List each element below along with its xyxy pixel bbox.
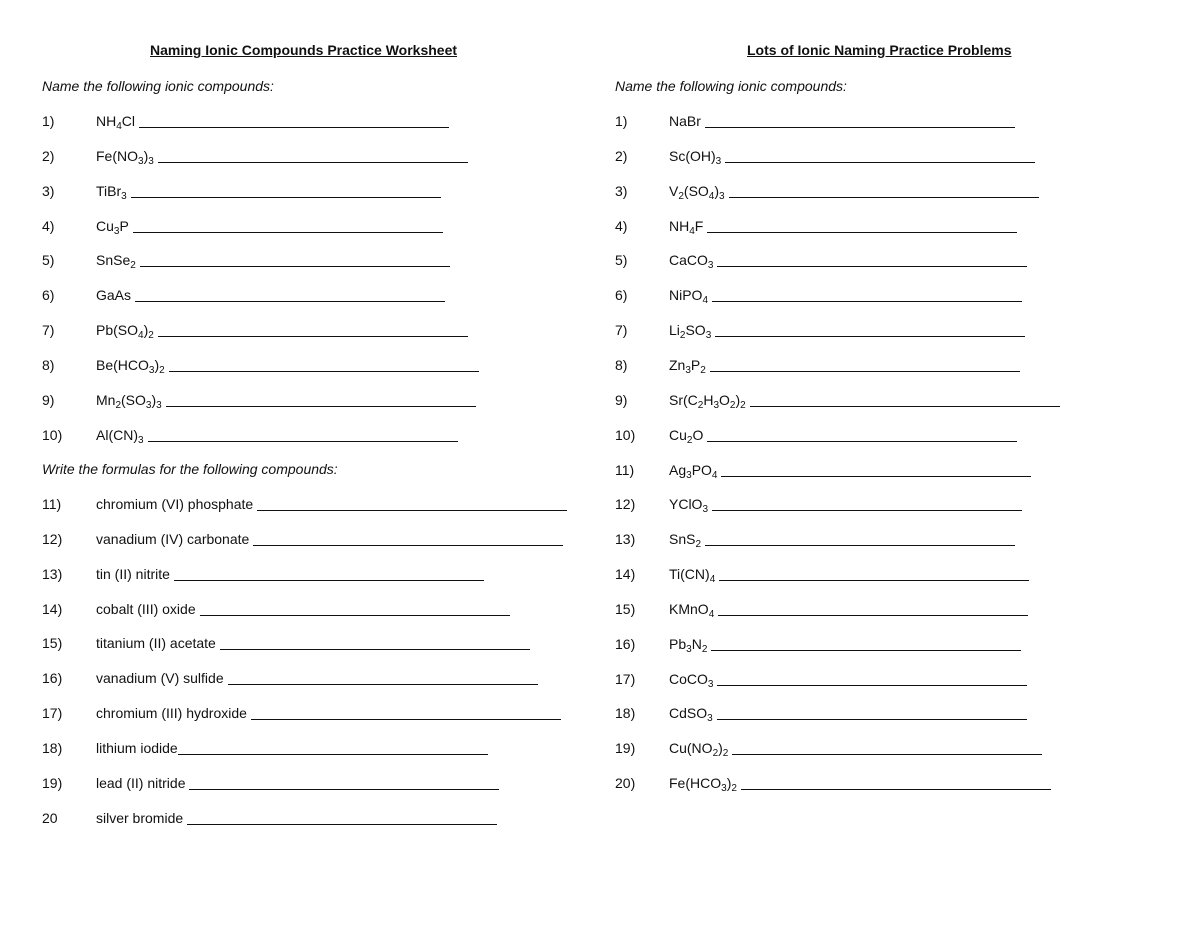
item-number: 15) [42, 635, 63, 652]
answer-blank[interactable] [707, 232, 1017, 233]
item-number: 13) [615, 531, 636, 548]
item-number: 16) [42, 670, 63, 687]
answer-blank[interactable] [139, 127, 449, 128]
list-item [615, 775, 1175, 795]
right-instruction-name: Name the following ionic compounds: [615, 78, 847, 94]
compound-name: lead (II) nitride [96, 774, 186, 791]
list-item [42, 705, 602, 725]
list-item [615, 462, 1175, 482]
compound-name: lithium iodide [96, 739, 178, 756]
item-number: 8) [615, 356, 628, 373]
answer-blank[interactable] [169, 371, 479, 372]
answer-blank[interactable] [257, 510, 567, 511]
item-number: 10) [615, 426, 636, 443]
compound-name: tin (II) nitrite [96, 565, 170, 582]
item-number: 2) [42, 147, 55, 164]
compound-formula: $Pb(SO_4)_2$ [96, 322, 154, 342]
answer-blank[interactable] [712, 510, 1022, 511]
item-number: 11) [42, 496, 62, 512]
list-item [615, 218, 1175, 238]
compound-formula: NiPO$_4$ [669, 287, 709, 307]
item-number: 14) [42, 600, 63, 617]
answer-blank[interactable] [707, 441, 1017, 442]
list-item [615, 740, 1175, 760]
list-item [42, 218, 602, 238]
answer-blank[interactable] [166, 406, 476, 407]
list-item [615, 252, 1175, 272]
compound-formula: $Mn_2(SO_3)_3$ [96, 391, 162, 411]
compound-formula: $Cu(NO_2)_2$ [669, 740, 729, 760]
answer-blank[interactable] [187, 824, 497, 825]
compound-formula: YClO$_3$ [669, 496, 709, 516]
compound-formula: $NH_4F$ [669, 217, 704, 237]
answer-blank[interactable] [732, 754, 1042, 755]
item-number: 11) [615, 461, 635, 478]
list-item [615, 566, 1175, 586]
list-item [615, 671, 1175, 691]
right-worksheet-title: Lots of Ionic Naming Practice Problems [747, 42, 1012, 58]
answer-blank[interactable] [718, 615, 1028, 616]
answer-blank[interactable] [140, 266, 450, 267]
list-item [42, 670, 602, 690]
compound-formula: CdSO$_3$ [669, 705, 713, 725]
compound-name: chromium (VI) phosphate [96, 496, 254, 512]
answer-blank[interactable] [729, 197, 1039, 198]
list-item [42, 427, 602, 447]
item-number: 3) [42, 182, 55, 199]
list-item [615, 496, 1175, 516]
item-number: 17) [615, 670, 636, 687]
list-item [42, 740, 602, 760]
answer-blank[interactable] [251, 719, 561, 720]
item-number: 18) [615, 705, 636, 722]
item-number: 14) [615, 566, 636, 583]
compound-formula: CoCO$_3$ [669, 670, 714, 690]
list-item [42, 531, 602, 551]
item-number: 1) [615, 113, 628, 129]
compound-formula: $Li_2SO_3$ [669, 322, 712, 342]
list-item [42, 148, 602, 168]
compound-name: vanadium (IV) carbonate [96, 530, 250, 547]
compound-formula: $Ag_3PO_4$ [669, 461, 718, 481]
answer-blank[interactable] [189, 789, 499, 790]
compound-formula: NaBr [669, 113, 701, 129]
item-number: 4) [42, 217, 55, 234]
answer-blank[interactable] [705, 127, 1015, 128]
list-item [615, 531, 1175, 551]
list-item [615, 148, 1175, 168]
answer-blank[interactable] [719, 580, 1029, 581]
left-instruction-formula: Write the formulas for the following compounds: [42, 461, 338, 477]
compound-formula: TiBr$_3$ [96, 182, 127, 202]
compound-formula: $Fe(HCO_3)_2$ [669, 775, 737, 795]
answer-blank[interactable] [712, 301, 1022, 302]
answer-blank[interactable] [148, 441, 458, 442]
answer-blank[interactable] [717, 685, 1027, 686]
item-number: 9) [42, 391, 55, 408]
left-instruction-name: Name the following ionic compounds: [42, 78, 274, 94]
item-number: 20 [42, 809, 58, 826]
item-number: 5) [615, 252, 628, 269]
item-number: 13) [42, 565, 63, 582]
compound-formula: $V_2(SO_4)_3$ [669, 182, 725, 202]
answer-blank[interactable] [725, 162, 1035, 163]
compound-formula: $Sr(C_2H_3O_2)_2$ [669, 391, 746, 411]
compound-formula: $Zn_3P_2$ [669, 356, 706, 376]
answer-blank[interactable] [174, 580, 484, 581]
item-number: 20) [615, 775, 636, 792]
compound-formula: KMnO$_4$ [669, 600, 715, 620]
compound-formula: SnSe$_2$ [96, 252, 136, 272]
compound-formula: $Pb_3N_2$ [669, 635, 708, 655]
answer-blank[interactable] [750, 406, 1060, 407]
compound-name: vanadium (V) sulfide [96, 670, 224, 687]
answer-blank[interactable] [711, 650, 1021, 651]
answer-blank[interactable] [717, 719, 1027, 720]
compound-name: cobalt (III) oxide [96, 600, 196, 617]
item-number: 17) [42, 705, 63, 722]
compound-formula: $NH_4Cl$ [96, 113, 136, 132]
answer-blank[interactable] [158, 162, 468, 163]
list-item [42, 183, 602, 203]
answer-blank[interactable] [131, 197, 441, 198]
list-item [42, 287, 602, 307]
list-item [615, 601, 1175, 621]
compound-formula: $Be(HCO_3)_2$ [96, 356, 165, 376]
list-item [42, 635, 602, 655]
compound-name: silver bromide [96, 809, 184, 826]
item-number: 7) [615, 322, 628, 339]
answer-blank[interactable] [710, 371, 1020, 372]
answer-blank[interactable] [200, 615, 510, 616]
list-item [42, 357, 602, 377]
item-number: 19) [615, 740, 636, 757]
item-number: 16) [615, 635, 636, 652]
list-item [42, 252, 602, 272]
item-number: 3) [615, 182, 628, 199]
answer-blank[interactable] [178, 754, 488, 755]
list-item [615, 636, 1175, 656]
compound-formula: SnS$_2$ [669, 531, 702, 551]
item-number: 19) [42, 774, 63, 791]
list-item [615, 392, 1175, 412]
item-number: 7) [42, 322, 55, 339]
item-number: 5) [42, 252, 55, 269]
item-number: 12) [42, 530, 63, 547]
answer-blank[interactable] [741, 789, 1051, 790]
list-item [615, 287, 1175, 307]
compound-formula: $Cu_2O$ [669, 426, 704, 446]
item-number: 8) [42, 356, 55, 373]
compound-formula: $Sc(OH)_3$ [669, 147, 722, 167]
list-item [42, 775, 602, 795]
left-worksheet-title: Naming Ionic Compounds Practice Worksheet [150, 42, 458, 58]
item-number: 12) [615, 496, 636, 513]
answer-blank[interactable] [717, 266, 1027, 267]
list-item [615, 427, 1175, 447]
answer-blank[interactable] [705, 545, 1015, 546]
answer-blank[interactable] [253, 545, 563, 546]
compound-name: chromium (III) hydroxide [96, 705, 247, 722]
compound-formula: $Cu_3P$ [96, 217, 129, 237]
answer-blank[interactable] [228, 684, 538, 685]
list-item [42, 810, 602, 830]
compound-formula: $Fe(NO_3)_3$ [96, 147, 154, 167]
answer-blank[interactable] [721, 476, 1031, 477]
compound-formula: $Ti(CN)_4$ [669, 566, 716, 586]
item-number: 18) [42, 739, 63, 756]
answer-blank[interactable] [133, 232, 443, 233]
answer-blank[interactable] [220, 649, 530, 650]
list-item [615, 322, 1175, 342]
answer-blank[interactable] [158, 336, 468, 337]
item-number: 2) [615, 147, 628, 164]
list-item [42, 322, 602, 342]
item-number: 4) [615, 217, 628, 234]
answer-blank[interactable] [715, 336, 1025, 337]
item-number: 6) [615, 287, 628, 304]
list-item [42, 566, 602, 586]
list-item [615, 357, 1175, 377]
list-item [42, 392, 602, 412]
list-item [615, 183, 1175, 203]
list-item [615, 113, 1175, 133]
item-number: 1) [42, 113, 55, 129]
compound-formula: $Al(CN)_3$ [96, 426, 144, 446]
item-number: 15) [615, 600, 636, 617]
compound-formula: GaAs [96, 287, 132, 304]
list-item [42, 601, 602, 621]
compound-name: titanium (II) acetate [96, 635, 216, 652]
item-number: 9) [615, 391, 628, 408]
answer-blank[interactable] [135, 301, 445, 302]
list-item [42, 496, 602, 516]
item-number: 6) [42, 287, 55, 304]
item-number: 10) [42, 426, 63, 443]
compound-formula: CaCO$_3$ [669, 252, 714, 272]
list-item [42, 113, 602, 133]
list-item [615, 705, 1175, 725]
